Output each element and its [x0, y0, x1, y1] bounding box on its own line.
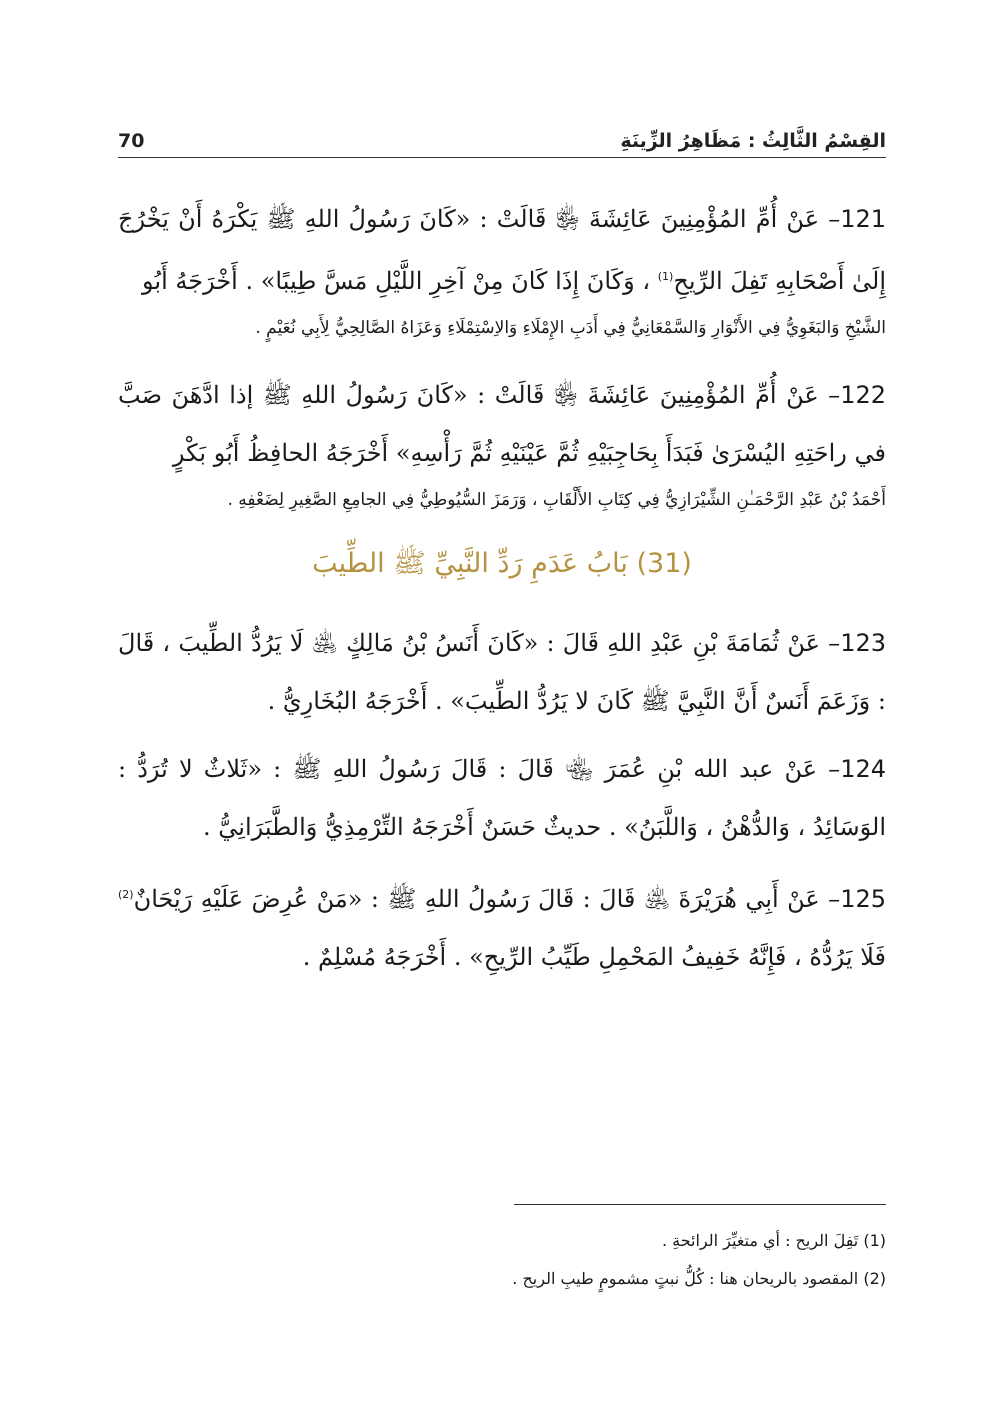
- hadith-number: 122: [840, 381, 886, 409]
- running-header: [118, 112, 886, 152]
- footnote-text: تَفِلَ الريح : أي متغيِّرَ الرائحةِ .: [661, 1231, 864, 1250]
- hadith-121-source: الشَّيْخِ وَالبَغَوِيُّ فِي الأَنْوَارِ وَالسَّمْعَانِيُّ فِي أَدَبِ الإِمْلَاءِ وَالاِسْتِمْلَاءِ وَعَزَاهُ الصَّالِحِيُّ لِأَبِي نُعَيْمٍ .: [255, 318, 886, 338]
- hadith-text: – عَنْ أُمِّ المُؤْمِنِينَ عَائِشَةَ ﵂ قَالَتْ : «كَانَ رَسُولُ اللهِ ﷺ إذا ادَّهَنَ صَبَّ في راحَتِهِ اليُسْرَىٰ فَبَدَأَ بِحَاجِبَيْهِ ثُمَّ عَيْنَيْهِ ثُمَّ رَأْسِهِ» أَخْرَجَهُ الحافِظُ أَبُو بَكْرٍ: [118, 381, 886, 467]
- hadith-125: [118, 866, 886, 986]
- chapter-title: بَابُ عَدَمِ رَدِّ النَّبِيِّ ﷺ الطِّيبَ: [312, 548, 628, 579]
- hadith-number: 121: [840, 205, 886, 233]
- hadith-number: 123: [840, 629, 886, 657]
- footnote-2: [118, 1260, 886, 1298]
- hadith-text-continued: فَلَا يَرُدُّهُ ، فَإِنَّهُ خَفِيفُ المَحْمِلِ طَيِّبُ الرِّيحِ» . أَخْرَجَهُ مُسْلِمٌ .: [302, 943, 886, 971]
- footnote-text: المقصود بالريحان هنا : كُلُّ نبتٍ مشمومٍ طيبِ الريح .: [512, 1269, 864, 1288]
- chapter-heading: [118, 540, 886, 588]
- hadith-122: [118, 366, 886, 482]
- hadith-121: [118, 190, 886, 310]
- footnote-mark: (2): [863, 1269, 886, 1288]
- chapter-number: (31): [636, 548, 692, 579]
- footnote-1: [118, 1222, 886, 1260]
- hadith-number: 125: [840, 885, 886, 913]
- footnote-mark: (1): [863, 1231, 886, 1250]
- hadith-123: [118, 614, 886, 730]
- hadith-text: – عَنْ أَبِي هُرَيْرَةَ ﵁ قَالَ : قَالَ رَسُولُ اللهِ ﷺ : «مَنْ عُرِضَ عَلَيْهِ رَيْحَانٌ: [133, 885, 841, 913]
- hadith-124: [118, 740, 886, 856]
- hadith-text: – عَنْ ثُمَامَةَ بْنِ عَبْدِ اللهِ قَالَ : «كَانَ أَنَسُ بْنُ مَالِكٍ ﵁ لَا يَرُدُّ الطِّيبَ ، قَالَ : وَزَعَمَ أَنَسٌ أَنَّ النَّبِيَّ ﷺ كَانَ لا يَرُدُّ الطِّيبَ» . أَخْرَجَهُ البُخَارِيُّ .: [118, 629, 886, 715]
- hadith-text: – عَنْ أُمِّ المُؤْمِنِينَ عَائِشَةَ ﵂ قَالَتْ : «كَانَ رَسُولُ اللهِ ﷺ يَكْرَهُ أَنْ يَخْرُجَ إِلَىٰ أَصْحَابِهِ تَفِلَ الرِّيحِ: [118, 205, 886, 295]
- footnote-divider: [514, 1204, 886, 1205]
- footnote-ref[interactable]: (2): [118, 888, 134, 901]
- header-divider: [118, 157, 886, 158]
- hadith-122-source: أَحْمَدُ بْنُ عَبْدِ الرَّحْمَـٰنِ الشِّيْرَازِيُّ فِي كِتَابِ الأَلْقَابِ ، وَرَمَزَ السُّيُوطِيُّ فِي الجامِعِ الصَّغِيرِ لِضَعْفِهِ .: [227, 490, 886, 510]
- hadith-number: 124: [840, 755, 886, 783]
- header-title: القِسْمُ الثَّالِثُ : مَظَاهِرُ الزِّينَةِ: [620, 130, 886, 152]
- page-number: 70: [118, 130, 145, 152]
- footnote-ref[interactable]: (1): [657, 270, 674, 283]
- hadith-text: – عَنْ عبد الله بْنِ عُمَرَ ﵄ قَالَ : قَالَ رَسُولُ اللهِ ﷺ : «ثَلاثٌ لا تُرَدُّ : الوَسَائِدُ ، وَالدُّهْنُ ، وَاللَّبَنُ» . حديثٌ حَسَنٌ أَخْرَجَهُ التِّرْمِذِيُّ وَالطَّبَرَانِيُّ .: [118, 755, 886, 841]
- hadith-text-continued: ، وَكَانَ إِذَا كَانَ مِنْ آخِرِ اللَّيْلِ مَسَّ طِيبًا» . أَخْرَجَهُ أَبُو: [142, 267, 658, 295]
- footnotes: [118, 1222, 886, 1298]
- main-text: [118, 190, 886, 986]
